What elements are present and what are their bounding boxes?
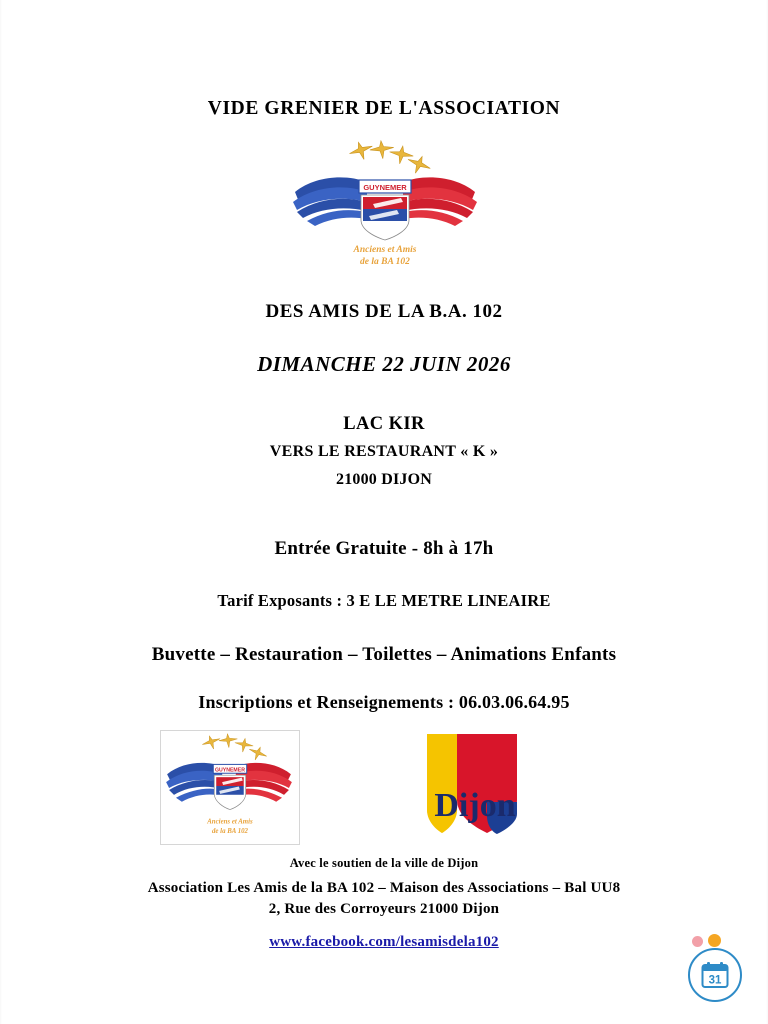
decorative-dot-orange-icon [708,934,721,947]
calendar-badge[interactable] [680,934,750,1004]
calendar-day-number: 31 [708,974,722,987]
facebook-link[interactable]: www.facebook.com/lesamisdela102 [269,934,499,950]
logo-small-banner-text: GUYNEMER [214,767,245,774]
logo-shield-icon [361,195,409,240]
contact-info: Inscriptions et Renseignements : 06.03.06.64.95 [198,692,570,712]
entry-info: Entrée Gratuite - 8h à 17h [274,538,494,559]
dijon-wordmark: Dijon [434,787,516,824]
calendar-icon [701,961,729,989]
event-postal-city: 21000 DIJON [336,471,432,488]
left-wing-icon [293,177,367,226]
logo-small-motto-line2: de la BA 102 [211,828,248,836]
services-list: Buvette – Restauration – Toilettes – Animations Enfants [151,644,617,665]
logo-banner-text: GUYNEMER [363,183,407,192]
event-place-detail: VERS LE RESTAURANT « K » [269,443,499,460]
dijon-city-logo [413,730,543,843]
support-note: Avec le soutien de la ville de Dijon [289,856,479,870]
association-logo [287,140,483,270]
association-address-line1: Association Les Amis de la BA 102 – Maison des Associations – Bal UU8 [147,880,621,896]
right-wing-icon [403,177,477,226]
association-logo-small-graphic [161,731,297,842]
association-address-line2: 2, Rue des Corroyeurs 21000 Dijon [268,901,500,917]
event-date: DIMANCHE 22 JUIN 2026 [257,352,511,376]
page-title: VIDE GRENIER DE L'ASSOCIATION [207,98,561,119]
logo-motto-line2: de la BA 102 [360,257,410,267]
decorative-dot-pink-icon [692,936,703,947]
logo-small-motto-line1: Anciens et Amis [207,818,253,826]
exhibitor-price: Tarif Exposants : 3 E LE METRE LINEAIRE [217,591,551,610]
association-name: DES AMIS DE LA B.A. 102 [265,301,503,322]
association-logo-graphic [287,140,483,270]
dijon-city-logo-graphic [413,730,543,843]
logo-motto-line1: Anciens et Amis [353,245,417,255]
association-logo-small [160,730,300,845]
event-place: LAC KIR [343,414,425,434]
